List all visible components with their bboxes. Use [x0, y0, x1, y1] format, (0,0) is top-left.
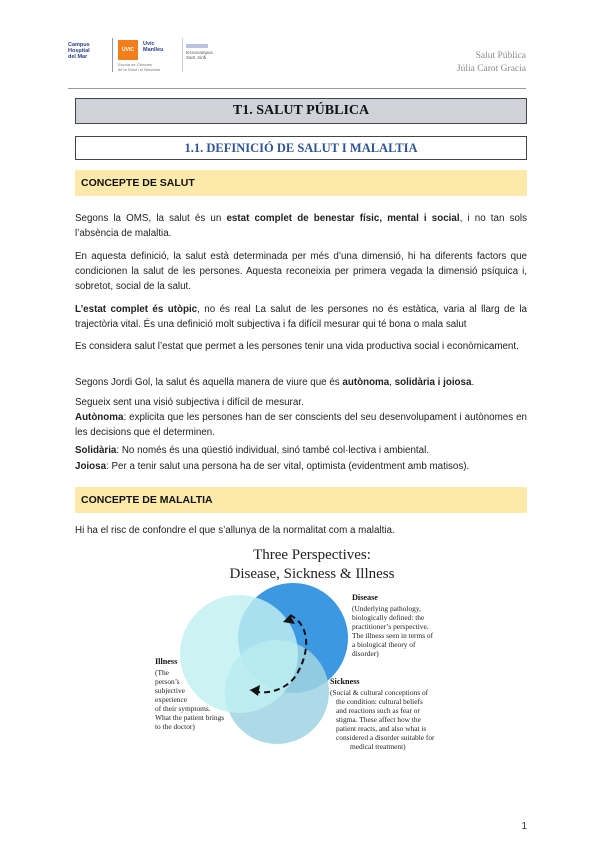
section-heading-malaltia: CONCEPTE DE MALALTIA: [75, 487, 527, 513]
illness-text-line: What the patient brings: [155, 713, 225, 722]
third-logo: [186, 50, 226, 60]
figure-diagram: [150, 540, 460, 790]
section-subtitle: 1.1. DEFINICIÓ DE SALUT I MALALTIA: [75, 136, 527, 160]
text-run-bold: autònoma: [342, 377, 390, 388]
text-run-bold: Joiosa: [75, 461, 107, 472]
text-run: , no és real La salut de les persones no és estàtica, varia al llarg de la trajectòria vital. És una definició molt subjectiva i fa difícil mesurar qui té bona o mala salut: [75, 304, 527, 330]
sickness-text-line: patient reacts, and also what is: [336, 724, 427, 733]
paragraph: Segueix sent una visió subjectiva i difícil de mesurar.: [75, 397, 304, 408]
campus-hospital-del-mar-logo: [68, 42, 110, 61]
paragraph: [75, 302, 527, 332]
text-run: Segons la OMS, la salut és un: [75, 213, 227, 224]
logo-text-line: Uvic: [143, 41, 155, 47]
text-run: : Per a tenir salut una persona ha de ser vital, optimista (evidentment amb matisos).: [106, 461, 470, 472]
disease-text-line: disorder): [352, 649, 379, 658]
text-run-bold: estat complet de benestar físic, mental i social: [226, 213, 460, 224]
logo-divider: [112, 38, 113, 72]
logo-text-line: Campus: [68, 42, 90, 48]
paragraph: Hi ha el risc de confondre el que s’allunya de la normalitat com a malaltia.: [75, 525, 395, 536]
paragraph: [75, 410, 527, 440]
sickness-label: Sickness: [330, 677, 360, 686]
text-run: ,: [389, 377, 395, 388]
disease-text-line: biologically defined: the: [352, 613, 425, 622]
illness-label: Illness: [155, 657, 178, 666]
paragraph: [75, 211, 527, 241]
text-run: : explicita que les persones han de ser conscients del seu desenvolupament i autònomes en les decisions que el determinen.: [75, 412, 527, 438]
uvic-logo-label: [143, 41, 177, 53]
illness-text-line: person’s: [155, 677, 180, 686]
disease-text-line: (Underlying pathology,: [352, 604, 421, 613]
logo-text-line: Escola de Ciències: [118, 62, 153, 67]
paragraph: [75, 459, 527, 474]
logo-text-line: Hospital: [68, 48, 90, 55]
text-run-bold: Autònoma: [75, 412, 124, 423]
logo-text-line: del Mar: [68, 54, 88, 61]
sickness-text-line: stigma. These affect how the: [336, 715, 421, 724]
text-run: .: [471, 377, 475, 388]
disease-text-line: a biological theory of: [352, 640, 416, 649]
header-rule: [68, 88, 526, 89]
uvic-logo-mark: UVIC: [118, 40, 138, 60]
paragraph: [75, 443, 527, 458]
text-run-bold: solidària i joiosa: [394, 377, 472, 388]
text-run: Segons Jordi Gol, la salut és aquella manera de viure que és: [75, 377, 343, 388]
sickness-text-line: the condition: cultural beliefs: [336, 697, 423, 706]
text-run-bold: L’estat complet és utòpic: [75, 304, 198, 315]
illness-text-line: of their symptoms.: [155, 704, 211, 713]
sickness-text-line: medical treatment): [350, 742, 406, 751]
text-run-bold: Solidària: [75, 445, 117, 456]
uvic-logo-subtitle: [118, 63, 178, 72]
logo-text-line: de la Salut i el Benestar: [118, 66, 161, 72]
paragraph: [75, 375, 527, 390]
sickness-text-line: (Social & cultural conceptions of: [330, 688, 429, 697]
sickness-text-line: and reactions such as fear or: [336, 706, 420, 715]
logo-text-line: tecnocampus: [186, 50, 213, 55]
logo-divider: [182, 38, 183, 72]
illness-text-line: to the doctor): [155, 722, 195, 731]
figure-title-line1: Three Perspectives:: [253, 547, 371, 563]
figure-title-line2: Disease, Sickness & Illness: [229, 566, 395, 582]
text-run: , i no tan sols l’absència de malaltia.: [75, 213, 527, 239]
illness-text-line: experience: [155, 695, 188, 704]
disease-text-line: practitioner’s perspective.: [352, 622, 429, 631]
chapter-title: T1. SALUT PÚBLICA: [75, 98, 527, 124]
paragraph: En aquesta definició, la salut està determinada per més d’una dimensió, hi ha diferents factors que condicionen la salut de les persones. Aquesta reconeixia per primera vegada la dimensió psíquica i, sobretot, social de la salut.: [75, 251, 527, 292]
section-heading-salut: CONCEPTE DE SALUT: [75, 170, 527, 196]
third-logo-mark: [186, 44, 208, 48]
disease-text-line: The illness seen in terms of: [352, 631, 434, 640]
header-author: Júlia Carot Gracia: [456, 64, 526, 74]
three-perspectives-figure: [150, 540, 460, 790]
page-number: 1: [521, 821, 527, 832]
running-header: [457, 50, 526, 76]
illness-circle: [180, 595, 298, 713]
header-subject: Salut Pública: [475, 51, 526, 61]
logo-text-line: Manlleu: [143, 47, 164, 53]
illness-text-line: subjective: [155, 686, 185, 695]
text-run: : No només és una qüestió individual, sinó també col·lectiva i ambiental.: [116, 445, 429, 456]
sickness-text-line: considered a disorder suitable for: [336, 733, 435, 742]
logo-text-line: Sant Jordi: [186, 55, 207, 60]
illness-text-line: (The: [155, 668, 169, 677]
disease-label: Disease: [352, 593, 378, 602]
paragraph: Es considera salut l’estat que permet a les persones tenir una vida productiva social i econòmicament.: [75, 341, 519, 352]
